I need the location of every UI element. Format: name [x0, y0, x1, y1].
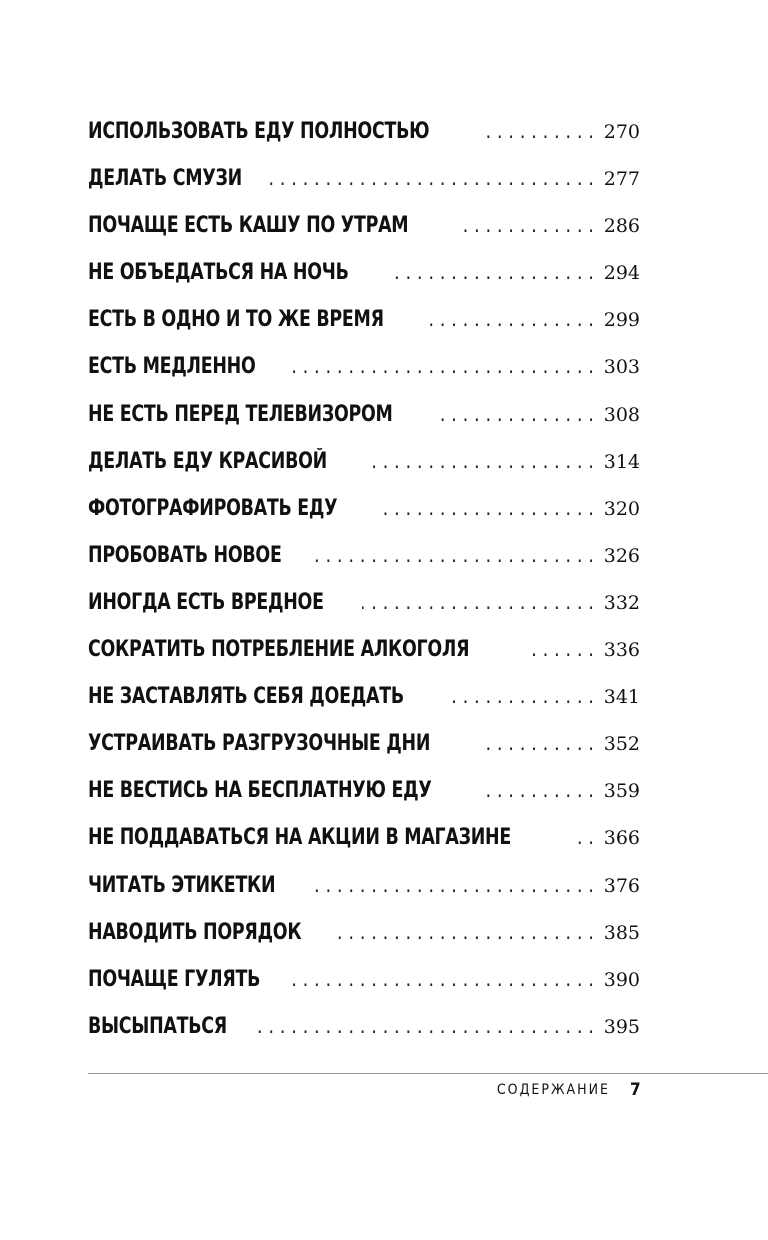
toc-entry-page: 376 — [603, 874, 640, 897]
toc-entry-page: 395 — [603, 1015, 640, 1038]
toc-entry-page: 390 — [603, 968, 640, 991]
toc-entry-title: ПРОБОВАТЬ НОВОЕ — [88, 542, 282, 568]
toc-entry-page: 359 — [603, 780, 640, 803]
toc-entry — [88, 155, 640, 202]
toc-leader-dots — [252, 1003, 594, 1050]
toc-entry-title: ДЕЛАТЬ ЕДУ КРАСИВОЙ — [88, 448, 327, 474]
toc-entry-page: 336 — [603, 639, 640, 662]
toc-leader-dots — [440, 391, 594, 438]
toc-entry — [88, 909, 640, 956]
toc-entry — [88, 108, 640, 155]
toc-entry — [88, 814, 640, 861]
toc-entry — [88, 532, 640, 579]
toc-leader-dots — [290, 956, 594, 1003]
toc-entry-title: СОКРАТИТЬ ПОТРЕБЛЕНИЕ АЛКОГОЛЯ — [88, 637, 470, 663]
toc-entry — [88, 202, 640, 249]
toc-entry-page: 352 — [603, 733, 640, 756]
toc-entry — [88, 296, 640, 343]
toc-leader-dots — [284, 343, 594, 390]
toc-leader-dots — [483, 720, 594, 767]
toc-entry-title: ЕСТЬ МЕДЛЕННО — [88, 354, 256, 380]
toc-entry-title: ЧИТАТЬ ЭТИКЕТКИ — [88, 872, 276, 898]
toc-entry-page: 320 — [603, 497, 640, 520]
toc-leader-dots — [484, 767, 594, 814]
toc-entry-title: НАВОДИТЬ ПОРЯДОК — [88, 919, 302, 945]
page-number: 7 — [630, 1080, 641, 1100]
toc-entry — [88, 438, 640, 485]
toc-leader-dots — [430, 296, 594, 343]
toc-leader-dots — [314, 532, 594, 579]
toc-leader-dots — [366, 438, 594, 485]
toc-entry — [88, 862, 640, 909]
toc-leader-dots — [453, 673, 594, 720]
toc-entry-title: НЕ ЗАСТАВЛЯТЬ СЕБЯ ДОЕДАТЬ — [88, 684, 404, 710]
toc-entry — [88, 249, 640, 296]
toc-entry-page: 277 — [603, 168, 640, 191]
toc-leader-dots — [362, 579, 594, 626]
toc-leader-dots — [390, 249, 594, 296]
toc-entry-title: ПОЧАЩЕ ЕСТЬ КАШУ ПО УТРАМ — [88, 213, 409, 239]
toc-entry-title: НЕ ВЕСТИСЬ НА БЕСПЛАТНУЮ ЕДУ — [88, 778, 432, 804]
toc-entry — [88, 579, 640, 626]
toc-entry-page: 294 — [603, 262, 640, 285]
toc-leader-dots — [269, 155, 594, 202]
footer-divider — [88, 1073, 768, 1074]
toc-leader-dots — [458, 202, 594, 249]
toc-entry-page: 326 — [603, 544, 640, 567]
toc-entry-page: 314 — [603, 450, 640, 473]
toc-leader-dots — [336, 909, 594, 956]
toc-entry-title: ФОТОГРАФИРОВАТЬ ЕДУ — [88, 495, 338, 521]
toc-entry-title: ИНОГДА ЕСТЬ ВРЕДНОЕ — [88, 589, 324, 615]
toc-entry-title: ПОЧАЩЕ ГУЛЯТЬ — [88, 966, 261, 992]
toc-entry-page: 270 — [603, 121, 640, 143]
toc-leader-dots — [482, 108, 594, 155]
toc-entry — [88, 391, 640, 438]
toc-entry-page: 366 — [603, 827, 640, 850]
toc-leader-dots — [307, 862, 594, 909]
toc-leader-dots — [575, 814, 594, 861]
table-of-contents — [88, 108, 640, 1050]
toc-entry — [88, 673, 640, 720]
toc-leader-dots — [377, 485, 594, 532]
toc-entry-page: 332 — [603, 591, 640, 614]
toc-entry-page: 303 — [603, 356, 640, 379]
toc-entry — [88, 343, 640, 390]
toc-entry-title: ВЫСЫПАТЬСЯ — [88, 1013, 227, 1039]
toc-entry-page: 308 — [603, 403, 640, 426]
toc-entry-title: НЕ ОБЪЕДАТЬСЯ НА НОЧЬ — [88, 260, 349, 286]
toc-entry-page: 341 — [603, 686, 640, 709]
toc-entry-title: НЕ ЕСТЬ ПЕРЕД ТЕЛЕВИЗОРОМ — [88, 401, 393, 427]
toc-entry — [88, 956, 640, 1003]
toc-entry — [88, 1003, 640, 1050]
toc-entry-title: ДЕЛАТЬ СМУЗИ — [88, 166, 242, 192]
toc-entry-title: УСТРАИВАТЬ РАЗГРУЗОЧНЫЕ ДНИ — [88, 731, 431, 757]
toc-entry-page: 286 — [603, 215, 640, 238]
toc-entry — [88, 626, 640, 673]
toc-entry-page: 385 — [603, 921, 640, 944]
toc-leader-dots — [527, 626, 594, 673]
toc-entry-title: НЕ ПОДДАВАТЬСЯ НА АКЦИИ В МАГАЗИНЕ — [88, 825, 511, 851]
toc-entry-title: ЕСТЬ В ОДНО И ТО ЖЕ ВРЕМЯ — [88, 307, 384, 333]
toc-entry-title: ИСПОЛЬЗОВАТЬ ЕДУ ПОЛНОСТЬЮ — [88, 119, 430, 144]
toc-entry — [88, 767, 640, 814]
toc-entry — [88, 720, 640, 767]
toc-entry — [88, 485, 640, 532]
toc-entry-page: 299 — [603, 309, 640, 332]
running-head: СОДЕРЖАНИЕ — [496, 1082, 610, 1098]
